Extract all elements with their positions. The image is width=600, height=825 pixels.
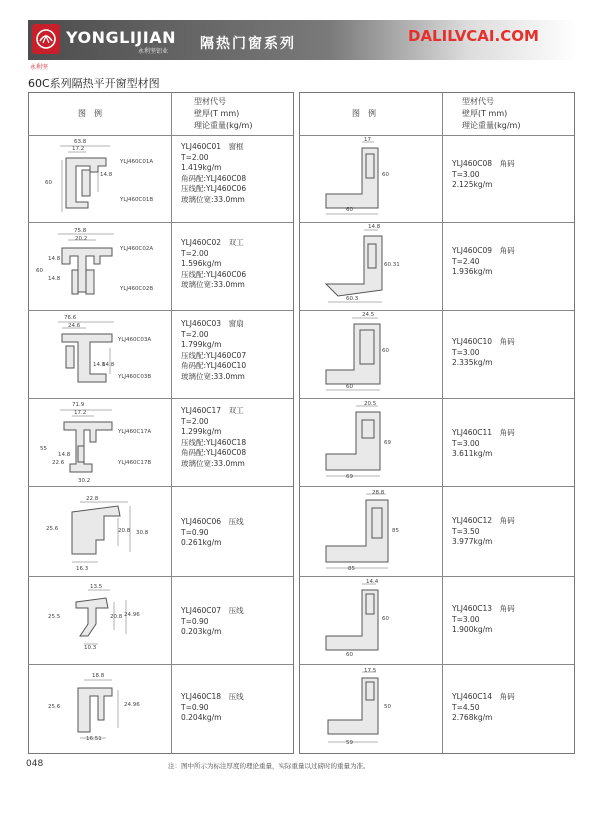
dimension-label: 85 (348, 566, 355, 572)
spec-c17: YLJ460C17 双工 T=2.00 1.299kg/m 压线配:YLJ460C18 角码配:YLJ460C08 玻璃位宽:33.0mm (181, 406, 247, 468)
dimension-label: 22.8 (86, 496, 99, 502)
dimension-label: 25.6 (46, 526, 59, 532)
dimension-label: 14.8 (48, 276, 61, 282)
profile-drawing-c03 (56, 318, 118, 393)
spec-c01: YLJ460C01 窗框 T=2.00 1.419kg/m 角码配:YLJ460C08 压线配:YLJ460C06 玻璃位宽:33.0mm (181, 142, 247, 204)
dimension-label: 14.8 (58, 452, 71, 458)
dimension-label: 10.3 (84, 645, 97, 651)
dimension-label: 14.8 (100, 172, 113, 178)
profile-drawing-c18 (62, 672, 142, 747)
dimension-label: 55 (40, 446, 47, 452)
header-wall: 壁厚(T mm) (194, 109, 240, 118)
header-code: 型材代号 (194, 97, 226, 106)
dimension-label: 17.2 (74, 410, 87, 416)
spec-c07: YLJ460C07 压线 T=0.90 0.203kg/m (181, 606, 244, 636)
dimension-label: 71.9 (72, 402, 85, 408)
dimension-label: 17.5 (364, 668, 377, 674)
footer-note: 注：图中所示为标注厚度的理论重量，实际重量以过磅时的重量为准。 (168, 762, 370, 770)
dimension-label: 30.2 (78, 478, 91, 484)
dimension-label: 69 (346, 474, 353, 480)
spec-c02: YLJ460C02 双工 T=2.00 1.596kg/m 压线配:YLJ460C06 玻璃位宽:33.0mm (181, 238, 247, 289)
logo-emblem-icon (35, 27, 57, 51)
spec-c18: YLJ460C18 压线 T=0.90 0.204kg/m (181, 692, 244, 722)
part-label: YLJ460C03B (118, 374, 152, 380)
spec-c13: YLJ460C13 角码 T=3.00 1.900kg/m (452, 604, 515, 634)
dimension-label: 20.5 (364, 401, 377, 407)
dimension-label: 60 (36, 268, 43, 274)
profile-drawing-c07 (62, 582, 142, 660)
spec-c14: YLJ460C14 角码 T=4.50 2.768kg/m (452, 692, 515, 722)
profile-drawing-c01 (58, 142, 118, 217)
dimension-label: 24.96 (124, 612, 140, 618)
dimension-label: 14.8 (93, 362, 106, 368)
dimension-label: 20.2 (75, 236, 88, 242)
part-label: YLJ460C01A (120, 159, 154, 165)
dimension-label: 17 (364, 137, 371, 143)
dimension-label: 24.96 (124, 702, 140, 708)
part-label: YLJ460C17B (118, 460, 152, 466)
dimension-label: 22.6 (52, 460, 65, 466)
dimension-label: 14.8 (368, 224, 381, 230)
dimension-label: 76.6 (64, 315, 77, 321)
dimension-label: 60 (382, 172, 389, 178)
spec-c09: YLJ460C09 角码 T=2.40 1.936kg/m (452, 246, 515, 276)
header-weight: 理论重量(kg/m) (462, 121, 521, 130)
left-column-divider (171, 92, 172, 754)
profile-drawing-c10 (318, 314, 398, 394)
dimension-label: 20.8 (118, 528, 131, 534)
left-header-figure: 图 例 (78, 109, 102, 118)
dimension-label: 60 (382, 348, 389, 354)
spec-c11: YLJ460C11 角码 T=3.00 3.611kg/m (452, 428, 515, 458)
dimension-label: 30.8 (136, 530, 149, 536)
dimension-label: 60 (382, 616, 389, 622)
dimension-label: 69 (384, 440, 391, 446)
dimension-label: 17.2 (72, 146, 85, 152)
profile-drawing-c12 (316, 490, 400, 574)
dimension-label: 60 (346, 207, 353, 213)
spec-c10: YLJ460C10 角码 T=3.00 2.335kg/m (452, 337, 515, 367)
dimension-label: 14.8 (102, 362, 115, 368)
dimension-label: 14.4 (366, 579, 379, 585)
dimension-label: 85 (392, 528, 399, 534)
header-code: 型材代号 (462, 97, 494, 106)
part-label: YLJ460C02A (120, 246, 154, 252)
part-label: YLJ460C17A (118, 429, 152, 435)
brand-subtitle: 永利坚铝业 (138, 48, 169, 55)
part-label: YLJ460C03A (118, 337, 152, 343)
right-header-figure: 图 例 (352, 109, 376, 118)
brand-name: YONGLIJIAN (66, 28, 176, 47)
dimension-label: 60 (346, 652, 353, 658)
part-label: YLJ460C01B (120, 197, 154, 203)
dimension-label: 50 (384, 704, 391, 710)
dimension-label: 60 (45, 180, 52, 186)
part-label: YLJ460C02B (120, 286, 154, 292)
dimension-label: 20.8 (110, 614, 123, 620)
dimension-label: 24.5 (362, 312, 375, 318)
page-title: 60C系列隔热平开窗型材图 (28, 77, 160, 90)
dimension-label: 75.8 (74, 228, 87, 234)
dimension-label: 14.8 (48, 256, 61, 262)
dimension-label: 60.3 (346, 296, 359, 302)
dimension-label: 60 (346, 384, 353, 390)
spec-c12: YLJ460C12 角码 T=3.50 3.977kg/m (452, 516, 515, 546)
left-header-spec (194, 96, 252, 132)
spec-c08: YLJ460C08 角码 T=3.00 2.125kg/m (452, 159, 515, 189)
spec-c06: YLJ460C06 压线 T=0.90 0.261kg/m (181, 517, 244, 547)
dimension-label: 16.3 (76, 566, 89, 572)
header-weight: 理论重量(kg/m) (194, 121, 253, 130)
dimension-label: 13.5 (90, 584, 103, 590)
profile-drawing-c17 (56, 406, 118, 481)
dimension-label: 63.8 (74, 139, 87, 145)
spec-c03: YLJ460C03 窗扇 T=2.00 1.799kg/m 压线配:YLJ460C07 角码配:YLJ460C10 玻璃位宽:33.0mm (181, 319, 247, 381)
dimension-label: 25.5 (48, 614, 61, 620)
logo-caption: 永利坚 (30, 64, 49, 71)
brand-logo (32, 24, 60, 54)
profile-drawing-c08 (318, 138, 398, 218)
dimension-label: 18.8 (92, 673, 105, 679)
series-title: 隔热门窗系列 (200, 36, 296, 52)
page-number: 048 (26, 759, 44, 769)
dimension-label: 60.31 (384, 262, 400, 268)
site-watermark[interactable]: DALILVCAI.COM (408, 27, 539, 45)
header-wall: 壁厚(T mm) (462, 109, 508, 118)
dimension-label: 24.6 (68, 323, 81, 329)
dimension-label: 28.8 (372, 490, 385, 496)
dimension-label: 59 (346, 740, 353, 746)
right-header-spec (462, 96, 520, 132)
dimension-label: 16.51 (86, 736, 102, 742)
dimension-label: 25.6 (48, 704, 61, 710)
right-column-divider (442, 92, 443, 754)
